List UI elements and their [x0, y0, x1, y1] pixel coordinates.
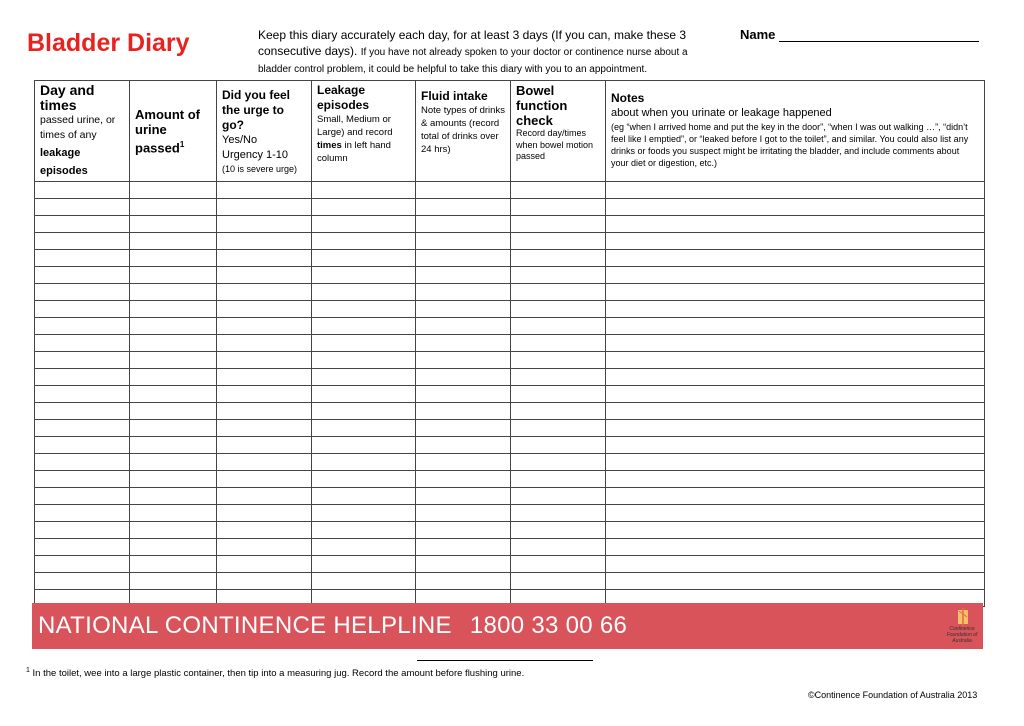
diary-cell[interactable] — [511, 556, 606, 573]
diary-cell[interactable] — [312, 454, 416, 471]
diary-cell[interactable] — [416, 284, 511, 301]
diary-row — [35, 522, 985, 539]
diary-cell[interactable] — [416, 539, 511, 556]
diary-cell[interactable] — [217, 335, 312, 352]
diary-cell[interactable] — [35, 284, 130, 301]
diary-row — [35, 216, 985, 233]
diary-row — [35, 267, 985, 284]
diary-cell[interactable] — [35, 539, 130, 556]
diary-cell[interactable] — [511, 539, 606, 556]
diary-cell[interactable] — [312, 386, 416, 403]
diary-cell[interactable] — [217, 233, 312, 250]
diary-cell[interactable] — [511, 182, 606, 199]
diary-cell[interactable] — [312, 284, 416, 301]
diary-cell[interactable] — [217, 539, 312, 556]
diary-cell[interactable] — [35, 318, 130, 335]
diary-cell[interactable] — [35, 386, 130, 403]
diary-cell[interactable] — [511, 216, 606, 233]
diary-cell[interactable] — [130, 318, 217, 335]
diary-cell[interactable] — [312, 369, 416, 386]
diary-cell[interactable] — [35, 182, 130, 199]
diary-cell[interactable] — [130, 335, 217, 352]
col-leakage-sub-bold: times — [317, 140, 342, 151]
diary-cell[interactable] — [416, 471, 511, 488]
diary-cell[interactable] — [130, 233, 217, 250]
diary-cell[interactable] — [130, 420, 217, 437]
diary-cell[interactable] — [416, 199, 511, 216]
footnote-marker: 1 — [26, 667, 30, 674]
diary-cell[interactable] — [416, 505, 511, 522]
diary-cell[interactable] — [35, 267, 130, 284]
col-notes — [606, 81, 985, 182]
diary-cell[interactable] — [35, 573, 130, 590]
diary-cell[interactable] — [312, 267, 416, 284]
diary-cell[interactable] — [416, 182, 511, 199]
diary-cell[interactable] — [606, 573, 985, 590]
diary-cell[interactable] — [217, 471, 312, 488]
diary-cell[interactable] — [312, 250, 416, 267]
diary-cell[interactable] — [35, 233, 130, 250]
diary-cell[interactable] — [217, 182, 312, 199]
col-notes-sub1: about when you urinate or leakage happened — [611, 107, 832, 119]
col-day-title: Day and times — [40, 82, 95, 113]
intro-main: Keep this diary accurately each day, for at least 3 days (If you can, make these 3 consecutive days). — [258, 28, 687, 58]
diary-cell[interactable] — [511, 301, 606, 318]
diary-cell[interactable] — [312, 573, 416, 590]
diary-cell[interactable] — [217, 488, 312, 505]
diary-cell[interactable] — [217, 216, 312, 233]
diary-cell[interactable] — [312, 471, 416, 488]
page-title: Bladder Diary — [27, 29, 190, 57]
diary-cell[interactable] — [312, 199, 416, 216]
diary-cell[interactable] — [416, 522, 511, 539]
diary-cell[interactable] — [606, 471, 985, 488]
diary-cell[interactable] — [606, 250, 985, 267]
diary-cell[interactable] — [130, 471, 217, 488]
diary-cell[interactable] — [35, 505, 130, 522]
col-urge-sub3: (10 is severe urge) — [222, 164, 298, 174]
diary-cell[interactable] — [312, 488, 416, 505]
diary-cell[interactable] — [511, 505, 606, 522]
diary-cell[interactable] — [312, 522, 416, 539]
diary-cell[interactable] — [217, 573, 312, 590]
name-field — [740, 27, 979, 42]
diary-cell[interactable] — [511, 403, 606, 420]
diary-cell[interactable] — [606, 182, 985, 199]
diary-cell[interactable] — [511, 318, 606, 335]
diary-row — [35, 335, 985, 352]
diary-cell[interactable] — [416, 369, 511, 386]
diary-cell[interactable] — [416, 250, 511, 267]
diary-row — [35, 403, 985, 420]
diary-cell[interactable] — [511, 352, 606, 369]
diary-cell[interactable] — [416, 335, 511, 352]
diary-cell[interactable] — [312, 556, 416, 573]
diary-cell[interactable] — [35, 454, 130, 471]
diary-cell[interactable] — [511, 522, 606, 539]
diary-cell[interactable] — [217, 386, 312, 403]
header-row — [35, 81, 985, 182]
diary-cell[interactable] — [35, 437, 130, 454]
diary-cell[interactable] — [130, 505, 217, 522]
col-bowel-title: Bowel function check — [516, 83, 568, 128]
helpline-label: NATIONAL CONTINENCE HELPLINE — [38, 612, 452, 639]
diary-cell[interactable] — [130, 403, 217, 420]
copyright: ©Continence Foundation of Australia 2013 — [808, 690, 978, 700]
diary-cell[interactable] — [312, 352, 416, 369]
diary-row — [35, 420, 985, 437]
diary-cell[interactable] — [217, 301, 312, 318]
diary-cell[interactable] — [35, 199, 130, 216]
diary-cell[interactable] — [130, 182, 217, 199]
diary-row — [35, 352, 985, 369]
diary-cell[interactable] — [130, 369, 217, 386]
diary-cell[interactable] — [217, 505, 312, 522]
diary-cell[interactable] — [217, 556, 312, 573]
col-amount-sup: 1 — [179, 140, 185, 149]
diary-cell[interactable] — [35, 471, 130, 488]
diary-cell[interactable] — [35, 522, 130, 539]
diary-cell[interactable] — [312, 301, 416, 318]
diary-cell[interactable] — [312, 539, 416, 556]
diary-cell[interactable] — [217, 318, 312, 335]
helpline-phone[interactable]: 1800 33 00 66 — [469, 612, 628, 639]
diary-cell[interactable] — [606, 403, 985, 420]
diary-cell[interactable] — [130, 216, 217, 233]
diary-cell[interactable] — [511, 233, 606, 250]
diary-cell[interactable] — [130, 539, 217, 556]
diary-cell[interactable] — [511, 471, 606, 488]
col-amount-title: Amount of urine passed — [135, 107, 200, 156]
diary-cell[interactable] — [416, 403, 511, 420]
diary-row — [35, 539, 985, 556]
diary-row — [35, 488, 985, 505]
col-notes-title: Notes — [611, 91, 645, 105]
diary-cell[interactable] — [312, 216, 416, 233]
col-day-sub2: leakage episodes — [40, 147, 88, 177]
col-leakage-sub1: Small, Medium or Large) and record — [317, 114, 393, 138]
diary-cell[interactable] — [606, 267, 985, 284]
col-fluid-title: Fluid intake — [421, 89, 488, 103]
diary-cell[interactable] — [35, 488, 130, 505]
col-fluid — [416, 81, 511, 182]
diary-cell[interactable] — [312, 233, 416, 250]
diary-cell[interactable] — [130, 437, 217, 454]
diary-cell[interactable] — [130, 556, 217, 573]
diary-cell[interactable] — [130, 284, 217, 301]
col-urge-sub2: Urgency 1-10 — [222, 149, 289, 161]
diary-cell[interactable] — [606, 284, 985, 301]
diary-cell[interactable] — [416, 488, 511, 505]
diary-cell[interactable] — [606, 386, 985, 403]
diary-cell[interactable] — [606, 539, 985, 556]
diary-cell[interactable] — [416, 573, 511, 590]
diary-cell[interactable] — [416, 216, 511, 233]
col-fluid-sub1: Note types of drinks & amounts (record total of drinks over 24 hrs) — [421, 105, 505, 155]
diary-row — [35, 505, 985, 522]
diary-cell[interactable] — [511, 267, 606, 284]
diary-cell[interactable] — [130, 301, 217, 318]
diary-cell[interactable] — [416, 386, 511, 403]
diary-cell[interactable] — [35, 301, 130, 318]
diary-row — [35, 386, 985, 403]
diary-cell[interactable] — [130, 352, 217, 369]
diary-cell[interactable] — [511, 369, 606, 386]
diary-row — [35, 437, 985, 454]
foundation-logo — [939, 608, 985, 644]
diary-cell[interactable] — [606, 369, 985, 386]
col-day — [35, 81, 130, 182]
diary-cell[interactable] — [35, 420, 130, 437]
diary-row — [35, 318, 985, 335]
diary-cell[interactable] — [217, 437, 312, 454]
diary-cell[interactable] — [35, 250, 130, 267]
diary-cell[interactable] — [217, 199, 312, 216]
name-line[interactable] — [779, 28, 979, 42]
diary-cell[interactable] — [416, 318, 511, 335]
diary-cell[interactable] — [606, 437, 985, 454]
diary-cell[interactable] — [606, 301, 985, 318]
name-label: Name — [740, 27, 776, 42]
diary-cell[interactable] — [416, 301, 511, 318]
col-urge-title: Did you feel the urge to go? — [222, 88, 291, 132]
diary-cell[interactable] — [217, 420, 312, 437]
diary-cell[interactable] — [35, 335, 130, 352]
diary-cell[interactable] — [312, 318, 416, 335]
diary-cell[interactable] — [217, 267, 312, 284]
col-amount — [130, 81, 217, 182]
diary-cell[interactable] — [511, 454, 606, 471]
diary-cell[interactable] — [312, 420, 416, 437]
intro-small: If you have not already spoken to your doctor or continence nurse about a bladder control problem, it could be helpful to take this diary with you to an appointment. — [258, 47, 688, 75]
diary-cell[interactable] — [511, 488, 606, 505]
diary-cell[interactable] — [606, 352, 985, 369]
footnote — [26, 667, 524, 679]
intro-text — [258, 27, 708, 77]
logo-figure-icon — [958, 608, 968, 626]
logo-text: Continence Foundation of Australia — [946, 626, 978, 644]
diary-row — [35, 250, 985, 267]
diary-row — [35, 454, 985, 471]
diary-cell[interactable] — [606, 216, 985, 233]
diary-cell[interactable] — [217, 454, 312, 471]
diary-cell[interactable] — [606, 522, 985, 539]
diary-cell[interactable] — [35, 403, 130, 420]
diary-cell[interactable] — [416, 420, 511, 437]
diary-cell[interactable] — [35, 556, 130, 573]
diary-cell[interactable] — [312, 335, 416, 352]
diary-cell[interactable] — [511, 199, 606, 216]
diary-cell[interactable] — [416, 267, 511, 284]
diary-cell[interactable] — [511, 284, 606, 301]
diary-cell[interactable] — [416, 233, 511, 250]
col-leakage-title: Leakage episodes — [317, 83, 370, 112]
diary-cell[interactable] — [217, 352, 312, 369]
diary-cell[interactable] — [312, 403, 416, 420]
diary-row — [35, 182, 985, 199]
footnote-divider — [417, 660, 593, 661]
diary-cell[interactable] — [130, 573, 217, 590]
diary-cell[interactable] — [130, 250, 217, 267]
diary-cell[interactable] — [511, 573, 606, 590]
diary-cell[interactable] — [130, 454, 217, 471]
col-notes-sub2: (eg “when I arrived home and put the key in the door”, “when I was out walking …”, “didn’t feel like I emptied”, or “leaked before I got to the toilet”, and similar. You could also list any drinks or foods you suspect might be irritating the bladder, and include comments about your diet or digestion, etc.) — [611, 122, 969, 168]
diary-row — [35, 301, 985, 318]
diary-row — [35, 573, 985, 590]
diary-cell[interactable] — [606, 488, 985, 505]
diary-row — [35, 199, 985, 216]
diary-cell[interactable] — [511, 335, 606, 352]
col-bowel — [511, 81, 606, 182]
diary-cell[interactable] — [606, 556, 985, 573]
diary-cell[interactable] — [130, 386, 217, 403]
diary-cell[interactable] — [416, 556, 511, 573]
diary-cell[interactable] — [217, 403, 312, 420]
col-bowel-sub1: Record day/times when bowel motion passed — [516, 128, 594, 161]
diary-cell[interactable] — [130, 488, 217, 505]
col-day-sub1: passed urine, or times of any — [40, 114, 116, 141]
diary-cell[interactable] — [35, 369, 130, 386]
diary-row — [35, 284, 985, 301]
diary-cell[interactable] — [511, 420, 606, 437]
diary-cell[interactable] — [130, 267, 217, 284]
diary-cell[interactable] — [606, 454, 985, 471]
diary-cell[interactable] — [606, 318, 985, 335]
diary-cell[interactable] — [606, 420, 985, 437]
diary-cell[interactable] — [217, 522, 312, 539]
col-leakage-sub2: in left hand column — [317, 140, 391, 164]
diary-cell[interactable] — [511, 437, 606, 454]
diary-cell[interactable] — [416, 437, 511, 454]
diary-body — [35, 182, 985, 607]
diary-cell[interactable] — [312, 437, 416, 454]
diary-row — [35, 233, 985, 250]
diary-row — [35, 369, 985, 386]
diary-cell[interactable] — [312, 505, 416, 522]
diary-cell[interactable] — [606, 335, 985, 352]
diary-row — [35, 556, 985, 573]
col-urge — [217, 81, 312, 182]
diary-cell[interactable] — [35, 216, 130, 233]
diary-cell[interactable] — [606, 505, 985, 522]
diary-cell[interactable] — [217, 369, 312, 386]
helpline-text — [38, 612, 627, 640]
diary-cell[interactable] — [511, 386, 606, 403]
diary-cell[interactable] — [606, 199, 985, 216]
diary-cell[interactable] — [312, 182, 416, 199]
helpline-banner — [32, 603, 983, 649]
diary-cell[interactable] — [130, 199, 217, 216]
col-urge-sub1: Yes/No — [222, 134, 258, 146]
diary-row — [35, 471, 985, 488]
diary-cell[interactable] — [416, 352, 511, 369]
diary-cell[interactable] — [416, 454, 511, 471]
diary-cell[interactable] — [35, 352, 130, 369]
diary-cell[interactable] — [606, 233, 985, 250]
footnote-text: In the toilet, wee into a large plastic container, then tip into a measuring jug. Record the amount before flushing urine. — [32, 668, 525, 680]
col-leakage — [312, 81, 416, 182]
diary-cell[interactable] — [217, 284, 312, 301]
diary-table — [34, 80, 985, 607]
diary-cell[interactable] — [217, 250, 312, 267]
diary-cell[interactable] — [130, 522, 217, 539]
diary-cell[interactable] — [511, 250, 606, 267]
